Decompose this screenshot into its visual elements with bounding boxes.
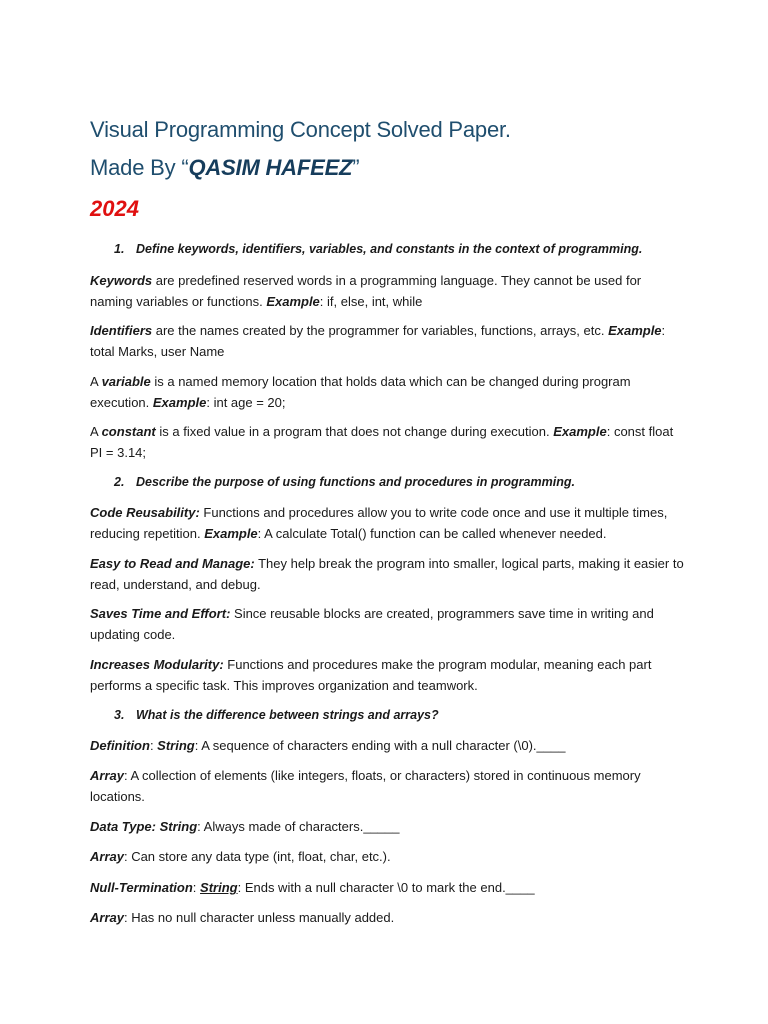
answer-datatype-array [90, 847, 685, 868]
answer-keywords [90, 271, 685, 312]
definition-text: : A sequence of characters ending with a null character (\0).____ [194, 738, 566, 753]
prefix: A [90, 424, 102, 439]
separator: : [149, 738, 158, 753]
label: Definition [90, 738, 150, 753]
label: Data Type: String [90, 819, 198, 834]
question-number: 3. [114, 708, 125, 722]
answer-definition-array [90, 766, 685, 807]
definition-text: Functions and procedures make the program modular, meaning each part performs a specific task. This improves organization and teamwork. [90, 657, 652, 693]
answer-identifiers [90, 321, 685, 362]
definition-text: is a named memory location that holds data which can be changed during program execution. [90, 374, 631, 410]
question-number: 2. [114, 475, 125, 489]
author-suffix: ” [352, 155, 360, 180]
string-label: String [200, 880, 238, 895]
string-label: String [157, 738, 195, 753]
example-label: Example [608, 323, 662, 338]
label: Array [90, 849, 124, 864]
example-text: : total Marks, user Name [90, 323, 666, 359]
answer-constant [90, 422, 685, 463]
answer-nulltermination-string [90, 878, 685, 899]
term: constant [101, 424, 156, 439]
example-label: Example [553, 424, 607, 439]
author-name: QASIM HAFEEZ [188, 155, 353, 180]
answer-datatype-string [90, 817, 685, 838]
label: Array [90, 768, 124, 783]
author-prefix: Made By “ [90, 155, 189, 180]
example-label: Example [266, 293, 320, 309]
question-text: Define keywords, identifiers, variables, and constants in the context of programming. [136, 242, 643, 256]
separator: : [192, 880, 201, 895]
term: Code Reusability: [90, 505, 200, 520]
definition-text: Since reusable blocks are created, programmers save time in writing and updating code. [90, 606, 654, 642]
term: Saves Time and Effort: [90, 606, 231, 621]
definition-text: are the names created by the programmer for variables, functions, arrays, etc. [152, 323, 609, 338]
answer-nulltermination-array [90, 908, 685, 929]
question-1 [114, 242, 642, 256]
question-text: What is the difference between strings and arrays? [136, 708, 439, 722]
example-label: Example [152, 394, 207, 410]
term: variable [101, 374, 151, 389]
answer-definition-string [90, 736, 685, 757]
example-text: : if, else, int, while [319, 293, 423, 309]
definition-text: : Has no null character unless manually added. [123, 910, 395, 925]
answer-modularity [90, 655, 685, 696]
question-number: 1. [114, 242, 125, 256]
year-heading: 2024 [90, 196, 139, 221]
definition-text: : Ends with a null character \0 to mark the end.____ [237, 880, 535, 895]
answer-easy-to-read [90, 554, 685, 595]
example-text: : A calculate Total() function can be called whenever needed. [257, 525, 607, 541]
definition-text: is a fixed value in a program that does not change during execution. [155, 424, 554, 439]
definition-text: : Always made of characters._____ [197, 819, 400, 834]
answer-variable [90, 372, 685, 413]
term: Identifiers [90, 323, 153, 338]
question-3 [114, 708, 439, 722]
term: Keywords [90, 273, 153, 288]
label: Null-Termination [90, 880, 193, 895]
definition-text: are predefined reserved words in a programming language. They cannot be used for naming variables or functions. [90, 273, 642, 309]
definition-text: : Can store any data type (int, float, char, etc.). [123, 849, 391, 864]
definition-text: They help break the program into smaller, logical parts, making it easier to read, understand, and debug. [90, 556, 684, 592]
example-text: : const float PI = 3.14; [90, 424, 674, 460]
question-text: Describe the purpose of using functions and procedures in programming. [136, 475, 575, 489]
document-title: Visual Programming Concept Solved Paper. [90, 117, 511, 142]
answer-saves-time [90, 604, 685, 645]
definition-text: : A collection of elements (like integers, floats, or characters) stored in continuous memory locations. [90, 768, 641, 804]
term: Easy to Read and Manage: [90, 556, 255, 571]
definition-text: Functions and procedures allow you to write code once and use it multiple times, reducing repetition. [90, 505, 668, 541]
answer-code-reusability [90, 503, 685, 544]
term: Increases Modularity: [90, 657, 224, 672]
example-label: Example [204, 525, 258, 541]
example-text: : int age = 20; [206, 394, 286, 410]
question-2 [114, 475, 575, 489]
label: Array [90, 910, 124, 925]
author-line [90, 155, 359, 181]
prefix: A [90, 374, 102, 389]
